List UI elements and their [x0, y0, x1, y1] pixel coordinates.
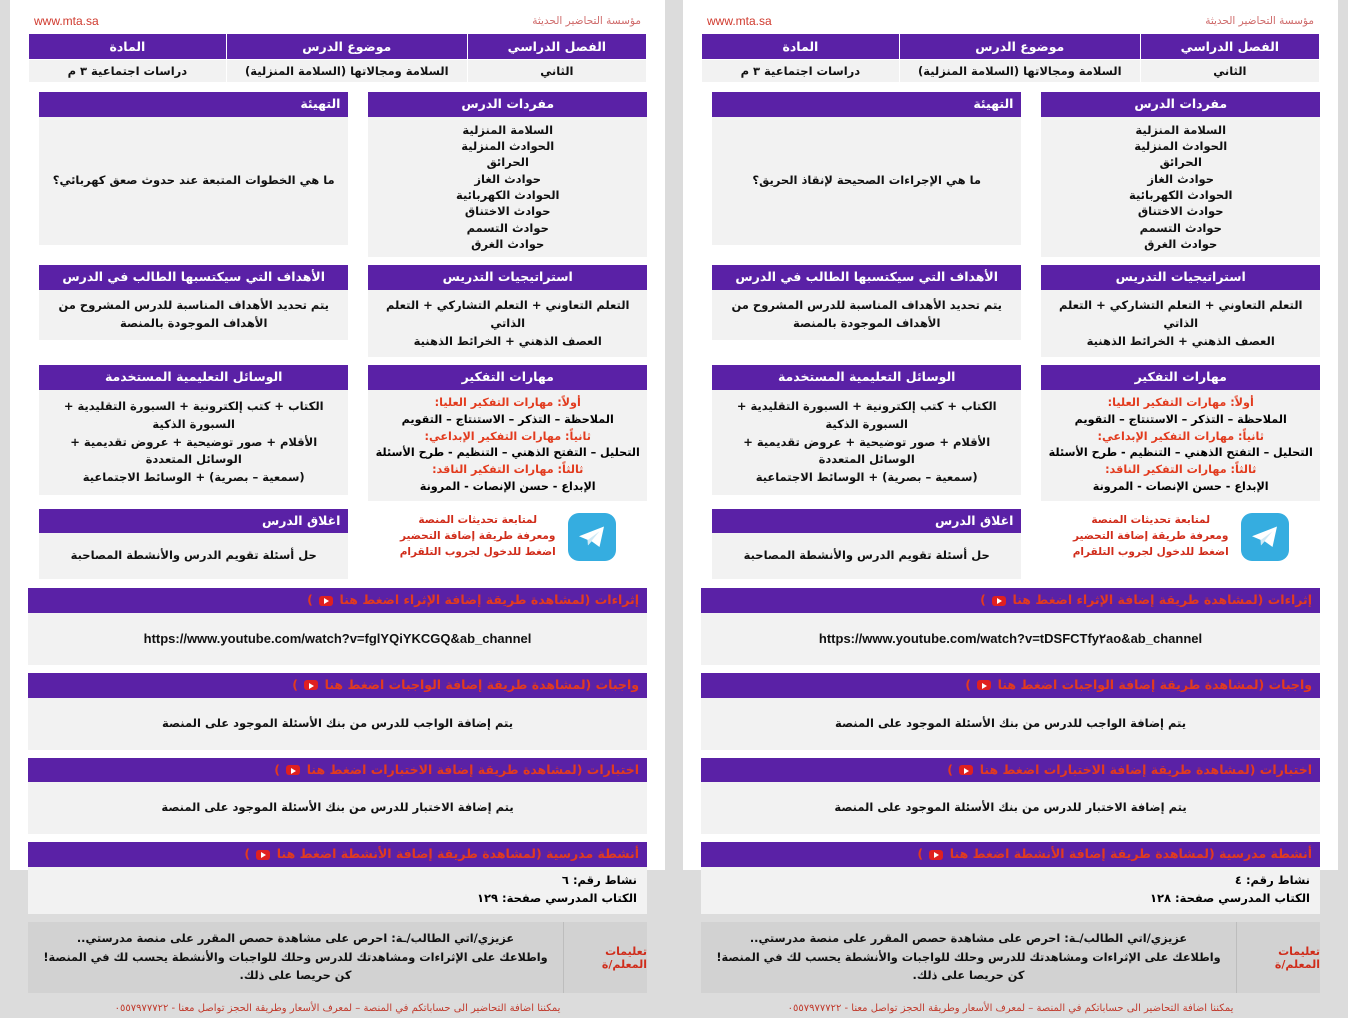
preparation-text: ما هي الإجراءات الصحيحة لإنقاذ الحريق؟	[712, 117, 1022, 245]
vocabulary-preparation-row-left	[701, 92, 1320, 257]
thinking-section-right	[368, 365, 647, 500]
exams-header[interactable]	[28, 758, 647, 783]
enrichment-header-label: إثراءات (لمشاهدة طريقة إضافة الإثراء اضغط هنا	[339, 592, 639, 608]
strategies-section-left	[1041, 265, 1320, 357]
closing-text: حل أسئلة تقويم الدرس والأنشطة المصاحبة	[39, 533, 349, 579]
activities-header[interactable]	[28, 842, 647, 867]
thinking-label-1: أولاً: مهارات التفكير العليا:	[1107, 395, 1254, 409]
preparation-section-right	[39, 92, 349, 245]
thinking-header: مهارات التفكير	[368, 365, 647, 390]
activities-section-right	[28, 842, 647, 914]
telegram-caption-line-2: ومعرفة طريقة إضافة التحضير	[1072, 529, 1229, 542]
closing-header: اغلاق الدرس	[39, 509, 349, 534]
paren-close: )	[980, 592, 986, 608]
brand-bar-left	[701, 14, 1320, 33]
strategies-line-2: العصف الذهني + الخرائط الذهنية	[413, 333, 602, 348]
homework-section-right	[28, 673, 647, 750]
page-footer-right: يمكننا اضافة التحاضير الى حساباتكم في المنصة – لمعرف الأسعار وطريقة الحجز تواصل معنا - ٠٥٥٧٩٧٧٧٢٢	[114, 1002, 561, 1014]
media-line-1: الكتاب + كتب إلكترونية + السبورة التقليدية + السبورة الذكية	[736, 398, 997, 431]
thinking-media-row-left	[701, 365, 1320, 500]
list-item: حوادث التسمم	[466, 220, 549, 235]
thinking-text	[1041, 390, 1320, 501]
list-item: حوادث الاختناق	[1137, 204, 1224, 219]
paren-close: )	[307, 592, 313, 608]
list-item: حوادث الغرق	[1144, 236, 1218, 251]
homework-header[interactable]	[28, 673, 647, 698]
vocabulary-header: مفردات الدرس	[368, 92, 647, 117]
telegram-caption-line-1: لمتابعة تحديثات المنصة	[1091, 514, 1211, 527]
strategies-objectives-row-left	[701, 265, 1320, 357]
column-header-subject: المادة	[702, 34, 900, 60]
telegram-icon[interactable]	[568, 513, 616, 561]
media-section-left	[712, 365, 1022, 495]
thinking-label-3: ثالثاً: مهارات التفكير الناقد:	[432, 463, 584, 477]
strategies-text	[1041, 290, 1320, 357]
thinking-text-3: الإبداع - حسن الإنصات - المرونة	[419, 479, 596, 493]
youtube-icon[interactable]	[319, 596, 333, 606]
teacher-instructions-right	[28, 922, 647, 992]
preparation-header: التهيئة	[39, 92, 349, 117]
thinking-text-1: الملاحظة – التذكر – الاستنتاج – التقويم	[1074, 412, 1287, 426]
exams-section-left	[701, 758, 1320, 835]
objectives-section-left	[712, 265, 1022, 339]
list-item: الحوادث الكهربائية	[1128, 187, 1233, 202]
lesson-info-table-left	[701, 33, 1320, 83]
objectives-section-right	[39, 265, 349, 339]
strategies-line-1: التعلم التعاوني + التعلم التشاركي + التعلم الذاتي	[385, 297, 630, 330]
telegram-caption-line-2: ومعرفة طريقة إضافة التحضير	[399, 529, 556, 542]
youtube-icon[interactable]	[992, 596, 1006, 606]
list-item: حوادث الغرق	[471, 236, 545, 251]
organization-name: مؤسسة التحاضير الحديثة	[1205, 15, 1314, 27]
lesson-page-left	[683, 0, 1338, 1014]
telegram-caption	[400, 513, 556, 560]
strategies-line-1: التعلم التعاوني + التعلم التشاركي + التعلم الذاتي	[1058, 297, 1303, 330]
thinking-label-2: ثانياً: مهارات التفكير الإبداعي:	[424, 429, 591, 443]
thinking-text-3: الإبداع - حسن الإنصات - المرونة	[1092, 479, 1269, 493]
paren-close: )	[965, 676, 971, 692]
activities-body	[701, 867, 1320, 915]
lesson-info-table-right	[28, 33, 647, 83]
exams-header-label: اختبارات (لمشاهدة طريقة إضافة الاختبارات اضغط هنا	[979, 761, 1312, 777]
brand-bar-right	[28, 14, 647, 33]
column-header-term: الفصل الدراسي	[467, 34, 646, 60]
list-item: الحرائق	[1159, 155, 1202, 170]
value-topic: السلامة ومجالاتها (السلامة المنزلية)	[899, 60, 1140, 83]
table-row	[702, 60, 1320, 83]
website-url[interactable]: www.mta.sa	[707, 14, 772, 28]
strategies-header: استراتيجيات التدريس	[1041, 265, 1320, 290]
column-header-topic: موضوع الدرس	[899, 34, 1140, 60]
telegram-promo-right[interactable]	[368, 509, 647, 561]
media-line-1: الكتاب + كتب إلكترونية + السبورة التقليدية + السبورة الذكية	[63, 398, 324, 431]
paren-close: )	[274, 761, 281, 777]
teacher-instructions-label: تعليمات المعلم/ة	[563, 922, 647, 992]
teacher-instructions-text	[701, 922, 1236, 992]
telegram-caption-line-1: لمتابعة تحديثات المنصة	[418, 514, 538, 527]
activities-body	[28, 867, 647, 915]
thinking-label-3: ثالثاً: مهارات التفكير الناقد:	[1105, 463, 1257, 477]
objectives-text: يتم تحديد الأهداف المناسبة للدرس المشروح من الأهداف الموجودة بالمنصة	[39, 290, 349, 340]
table-header-row	[29, 34, 647, 60]
thinking-label-2: ثانياً: مهارات التفكير الإبداعي:	[1097, 429, 1264, 443]
telegram-caption-line-3: اضغط للدخول لجروب التلقرام	[399, 545, 556, 558]
homework-header-label: واجبات (لمشاهدة طريقة إضافة الواجبات اضغط هنا	[324, 676, 639, 692]
paren-close: )	[244, 846, 251, 862]
paren-close: )	[947, 761, 954, 777]
teacher-line-2: واطلاعك على الإثراءات ومشاهدتك للدرس وحلك للواجبات والأنشطة يحسب لك في المنصة! كن حريصا على ذلك.	[43, 950, 548, 982]
youtube-icon[interactable]	[977, 680, 991, 690]
enrichment-header[interactable]	[701, 588, 1320, 613]
list-item: حوادث الغاز	[1147, 171, 1215, 186]
media-header: الوسائل التعليمية المستخدمة	[39, 365, 349, 390]
youtube-icon[interactable]	[286, 765, 300, 775]
telegram-closing-row-right	[28, 509, 647, 580]
enrichment-section-right	[28, 588, 647, 665]
closing-section-right	[39, 509, 349, 580]
homework-text: يتم إضافة الواجب للدرس من بنك الأسئلة الموجود على المنصة	[28, 698, 647, 750]
exams-header[interactable]	[701, 758, 1320, 783]
enrichment-url[interactable]: https://www.youtube.com/watch?v=tDSFCTfy٢ao&ab_channel	[818, 630, 1203, 646]
preparation-header: التهيئة	[712, 92, 1022, 117]
objectives-header: الأهداف التي سيكتسبها الطالب في الدرس	[39, 265, 349, 290]
homework-header-label: واجبات (لمشاهدة طريقة إضافة الواجبات اضغط هنا	[997, 676, 1312, 692]
media-line-2: الأقلام + صور توضيحية + عروض تقديمية + الوسائل المتعددة	[743, 434, 991, 467]
objectives-header: الأهداف التي سيكتسبها الطالب في الدرس	[712, 265, 1022, 290]
list-item: حوادث الغاز	[474, 171, 542, 186]
lesson-page-right	[10, 0, 665, 1014]
organization-name: مؤسسة التحاضير الحديثة	[532, 15, 641, 27]
homework-text: يتم إضافة الواجب للدرس من بنك الأسئلة الموجود على المنصة	[701, 698, 1320, 750]
enrichment-section-left	[701, 588, 1320, 665]
list-item: الحوادث المنزلية	[461, 138, 555, 153]
media-text	[39, 390, 349, 495]
exams-text: يتم إضافة الاختبار للدرس من بنك الأسئلة الموجود على المنصة	[28, 782, 647, 834]
page-footer-left: يمكننا اضافة التحاضير الى حساباتكم في المنصة – لمعرف الأسعار وطريقة الحجز تواصل معنا - ٠٥٥٧٩٧٧٧٢٢	[787, 1002, 1234, 1014]
thinking-text-1: الملاحظة – التذكر – الاستنتاج – التقويم	[401, 412, 614, 426]
list-item: السلامة المنزلية	[462, 122, 554, 137]
strategies-header: استراتيجيات التدريس	[368, 265, 647, 290]
youtube-icon[interactable]	[959, 765, 973, 775]
closing-header: اغلاق الدرس	[712, 509, 1022, 534]
enrichment-body	[701, 613, 1320, 665]
activity-number: نشاط رقم: ٤	[1234, 872, 1310, 887]
closing-section-left	[712, 509, 1022, 580]
teacher-instructions-label: تعليمات المعلم/ة	[1236, 922, 1320, 992]
vocabulary-list	[368, 117, 647, 258]
teacher-line-1: عزيزي/اتي الطالب/ـة: احرص على مشاهدة حصص المقرر على منصة مدرستي..	[76, 932, 515, 946]
youtube-icon[interactable]	[929, 850, 943, 860]
teacher-line-1: عزيزي/اتي الطالب/ـة: احرص على مشاهدة حصص المقرر على منصة مدرستي..	[749, 932, 1188, 946]
thinking-section-left	[1041, 365, 1320, 500]
strategies-text	[368, 290, 647, 357]
vocabulary-section-right	[368, 92, 647, 257]
enrichment-header-label: إثراءات (لمشاهدة طريقة إضافة الإثراء اضغط هنا	[1012, 592, 1312, 608]
closing-text: حل أسئلة تقويم الدرس والأنشطة المصاحبة	[712, 533, 1022, 579]
list-item: الحوادث الكهربائية	[455, 187, 560, 202]
column-header-term: الفصل الدراسي	[1140, 34, 1319, 60]
enrichment-body	[28, 613, 647, 665]
exams-text: يتم إضافة الاختبار للدرس من بنك الأسئلة الموجود على المنصة	[701, 782, 1320, 834]
value-subject: دراسات اجتماعية ٣ م	[702, 60, 900, 83]
activities-header-label: أنشطة مدرسية (لمشاهدة طريقة إضافة الأنشطة اضغط هنا	[949, 846, 1312, 862]
youtube-icon[interactable]	[256, 850, 270, 860]
vocabulary-header: مفردات الدرس	[1041, 92, 1320, 117]
activity-page: الكتاب المدرسي صفحة: ١٢٩	[476, 890, 637, 905]
telegram-closing-row-left	[701, 509, 1320, 580]
thinking-text-2: التحليل – التفتح الذهني – التنظيم - طرح الأسئلة	[1048, 446, 1313, 460]
media-line-3: (سمعية – بصرية) + الوسائط الاجتماعية	[755, 470, 978, 485]
table-header-row	[702, 34, 1320, 60]
strategies-line-2: العصف الذهني + الخرائط الذهنية	[1086, 333, 1275, 348]
activities-section-left	[701, 842, 1320, 914]
exams-header-label: اختبارات (لمشاهدة طريقة إضافة الاختبارات اضغط هنا	[306, 761, 639, 777]
value-term: الثاني	[467, 60, 646, 83]
homework-header[interactable]	[701, 673, 1320, 698]
homework-section-left	[701, 673, 1320, 750]
preparation-section-left	[712, 92, 1022, 245]
telegram-promo-left[interactable]	[1041, 509, 1320, 561]
list-item: حوادث الاختناق	[464, 204, 551, 219]
youtube-icon[interactable]	[304, 680, 318, 690]
thinking-text-2: التحليل – التفتح الذهني – التنظيم - طرح الأسئلة	[375, 446, 640, 460]
list-item: الحرائق	[486, 155, 529, 170]
vocabulary-list	[1041, 117, 1320, 258]
value-term: الثاني	[1140, 60, 1319, 83]
teacher-line-2: واطلاعك على الإثراءات ومشاهدتك للدرس وحلك للواجبات والأنشطة يحسب لك في المنصة! كن حريصا على ذلك.	[716, 950, 1221, 982]
list-item: السلامة المنزلية	[1135, 122, 1227, 137]
activity-page: الكتاب المدرسي صفحة: ١٢٨	[1149, 890, 1310, 905]
thinking-media-row-right	[28, 365, 647, 500]
website-url[interactable]: www.mta.sa	[34, 14, 99, 28]
activities-header[interactable]	[701, 842, 1320, 867]
preparation-text: ما هي الخطوات المتبعة عند حدوث صعق كهربائي؟	[39, 117, 349, 245]
telegram-icon[interactable]	[1241, 513, 1289, 561]
strategies-section-right	[368, 265, 647, 357]
value-subject: دراسات اجتماعية ٣ م	[29, 60, 227, 83]
thinking-text	[368, 390, 647, 501]
vocabulary-section-left	[1041, 92, 1320, 257]
objectives-text: يتم تحديد الأهداف المناسبة للدرس المشروح من الأهداف الموجودة بالمنصة	[712, 290, 1022, 340]
list-item: الحوادث المنزلية	[1134, 138, 1228, 153]
telegram-caption	[1073, 513, 1229, 560]
thinking-label-1: أولاً: مهارات التفكير العليا:	[434, 395, 581, 409]
paren-close: )	[917, 846, 924, 862]
teacher-instructions-left	[701, 922, 1320, 992]
table-row	[29, 60, 647, 83]
enrichment-header[interactable]	[28, 588, 647, 613]
enrichment-url[interactable]: https://www.youtube.com/watch?v=fglYQiYKCGQ&ab_channel	[143, 630, 532, 646]
media-section-right	[39, 365, 349, 495]
telegram-caption-line-3: اضغط للدخول لجروب التلقرام	[1072, 545, 1229, 558]
list-item: حوادث التسمم	[1139, 220, 1222, 235]
strategies-objectives-row-right	[28, 265, 647, 357]
media-header: الوسائل التعليمية المستخدمة	[712, 365, 1022, 390]
column-header-subject: المادة	[29, 34, 227, 60]
thinking-header: مهارات التفكير	[1041, 365, 1320, 390]
media-line-2: الأقلام + صور توضيحية + عروض تقديمية + الوسائل المتعددة	[70, 434, 318, 467]
activity-number: نشاط رقم: ٦	[561, 872, 637, 887]
teacher-instructions-text	[28, 922, 563, 992]
column-header-topic: موضوع الدرس	[226, 34, 467, 60]
media-line-3: (سمعية – بصرية) + الوسائط الاجتماعية	[82, 470, 305, 485]
media-text	[712, 390, 1022, 495]
vocabulary-preparation-row-right	[28, 92, 647, 257]
paren-close: )	[292, 676, 298, 692]
activities-header-label: أنشطة مدرسية (لمشاهدة طريقة إضافة الأنشطة اضغط هنا	[276, 846, 639, 862]
exams-section-right	[28, 758, 647, 835]
value-topic: السلامة ومجالاتها (السلامة المنزلية)	[226, 60, 467, 83]
